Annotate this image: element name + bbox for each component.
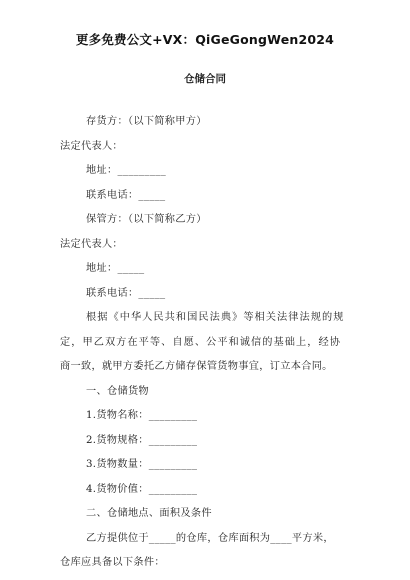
depositor-address-line: 地址：_________ — [86, 165, 167, 176]
depositor-phone-line: 联系电话：_____ — [86, 189, 166, 201]
document-body — [60, 110, 360, 576]
goods-spec-line: 2.货物规格：_________ — [86, 434, 198, 446]
depositor-representative-line: 法定代表人： — [60, 140, 123, 152]
section-2-heading: 二、仓储地点、面积及条件 — [86, 508, 212, 519]
preamble-line-1: 根据《中华人民共和国民法典》等相关法律法规的规 — [86, 312, 345, 323]
custodian-address-line: 地址：_____ — [86, 263, 145, 274]
depositor-line: 存货方：（以下简称甲方） — [86, 116, 207, 127]
section-1-heading: 一、仓储货物 — [86, 385, 149, 397]
goods-name-line: 1.货物名称：_________ — [86, 410, 198, 421]
warehouse-location-line: 乙方提供位于_____的仓库，仓库面积为____平方米， — [86, 532, 334, 544]
custodian-phone-line: 联系电话：_____ — [86, 287, 166, 299]
warehouse-conditions-line: 仓库应具备以下条件： — [60, 557, 165, 568]
preamble-line-3: 商一致，就甲方委托乙方储存保管货物事宜，订立本合同。 — [60, 361, 333, 372]
goods-quantity-line: 3.货物数量：_________ — [86, 459, 198, 470]
document-title: 仓储合同 — [184, 73, 226, 85]
custodian-representative-line: 法定代表人： — [60, 238, 123, 250]
goods-value-line: 4.货物价值：_________ — [86, 483, 198, 495]
custodian-line: 保管方：（以下简称乙方） — [86, 214, 207, 225]
preamble-line-2: 定，甲乙双方在平等、自愿、公平和诚信的基础上，经协 — [60, 336, 341, 348]
promo-header: 更多免费公文+VX：QiGeGongWen2024 — [75, 32, 335, 47]
